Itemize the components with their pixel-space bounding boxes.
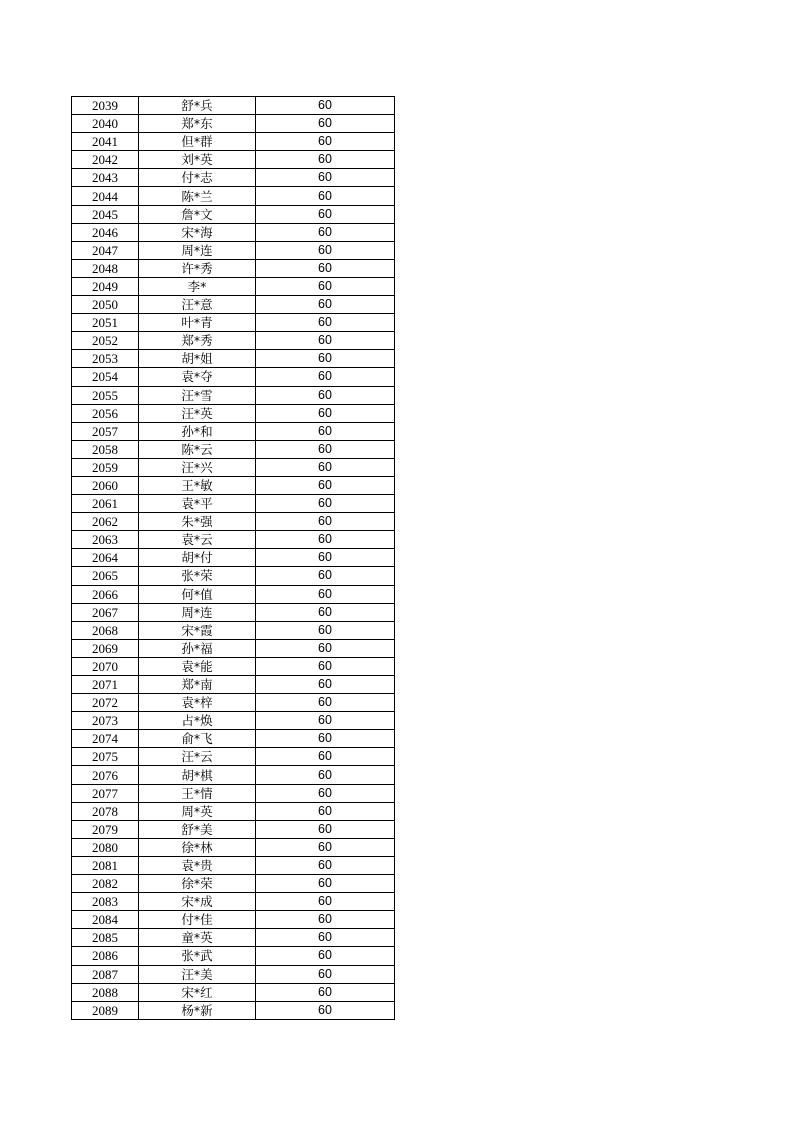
row-id-cell: 2040	[72, 115, 139, 133]
row-amount-cell: 60	[256, 639, 395, 657]
table-row	[72, 1001, 395, 1019]
row-id-cell: 2060	[72, 476, 139, 494]
row-name-cell: 朱*强	[139, 513, 256, 531]
row-id-cell: 2072	[72, 694, 139, 712]
row-id-cell: 2079	[72, 820, 139, 838]
row-name-cell: 王*情	[139, 784, 256, 802]
row-id-cell: 2051	[72, 314, 139, 332]
row-name-cell: 舒*美	[139, 820, 256, 838]
row-amount-cell: 60	[256, 621, 395, 639]
row-id-cell: 2042	[72, 151, 139, 169]
row-id-cell: 2077	[72, 784, 139, 802]
row-name-cell: 汪*云	[139, 748, 256, 766]
row-name-cell: 张*荣	[139, 567, 256, 585]
table-row	[72, 332, 395, 350]
row-name-cell: 付*志	[139, 169, 256, 187]
row-name-cell: 刘*英	[139, 151, 256, 169]
row-id-cell: 2076	[72, 766, 139, 784]
row-name-cell: 汪*英	[139, 404, 256, 422]
table-row	[72, 422, 395, 440]
row-name-cell: 徐*林	[139, 838, 256, 856]
table-row	[72, 458, 395, 476]
table-row	[72, 603, 395, 621]
row-id-cell: 2059	[72, 458, 139, 476]
row-name-cell: 叶*青	[139, 314, 256, 332]
row-id-cell: 2080	[72, 838, 139, 856]
row-name-cell: 周*英	[139, 802, 256, 820]
row-name-cell: 宋*霞	[139, 621, 256, 639]
row-amount-cell: 60	[256, 169, 395, 187]
row-amount-cell: 60	[256, 513, 395, 531]
row-name-cell: 宋*红	[139, 983, 256, 1001]
row-id-cell: 2065	[72, 567, 139, 585]
row-amount-cell: 60	[256, 965, 395, 983]
row-id-cell: 2063	[72, 531, 139, 549]
row-amount-cell: 60	[256, 983, 395, 1001]
row-name-cell: 孙*和	[139, 422, 256, 440]
row-id-cell: 2052	[72, 332, 139, 350]
table-row	[72, 513, 395, 531]
row-name-cell: 袁*夺	[139, 368, 256, 386]
row-amount-cell: 60	[256, 603, 395, 621]
row-name-cell: 汪*意	[139, 296, 256, 314]
row-id-cell: 2087	[72, 965, 139, 983]
row-name-cell: 王*敏	[139, 476, 256, 494]
row-amount-cell: 60	[256, 476, 395, 494]
row-name-cell: 周*连	[139, 241, 256, 259]
row-amount-cell: 60	[256, 422, 395, 440]
row-name-cell: 宋*海	[139, 223, 256, 241]
table-row	[72, 893, 395, 911]
row-id-cell: 2045	[72, 205, 139, 223]
row-amount-cell: 60	[256, 205, 395, 223]
row-id-cell: 2055	[72, 386, 139, 404]
row-id-cell: 2086	[72, 947, 139, 965]
row-name-cell: 杨*新	[139, 1001, 256, 1019]
row-name-cell: 孙*福	[139, 639, 256, 657]
row-id-cell: 2046	[72, 223, 139, 241]
row-name-cell: 周*连	[139, 603, 256, 621]
row-amount-cell: 60	[256, 802, 395, 820]
table-row	[72, 657, 395, 675]
row-amount-cell: 60	[256, 187, 395, 205]
table-row	[72, 838, 395, 856]
row-amount-cell: 60	[256, 404, 395, 422]
row-amount-cell: 60	[256, 223, 395, 241]
table-row	[72, 639, 395, 657]
row-name-cell: 但*群	[139, 133, 256, 151]
row-name-cell: 汪*美	[139, 965, 256, 983]
table-row	[72, 875, 395, 893]
row-name-cell: 舒*兵	[139, 97, 256, 115]
row-name-cell: 童*英	[139, 929, 256, 947]
row-id-cell: 2048	[72, 259, 139, 277]
row-amount-cell: 60	[256, 549, 395, 567]
row-name-cell: 袁*能	[139, 657, 256, 675]
row-id-cell: 2047	[72, 241, 139, 259]
row-name-cell: 付*佳	[139, 911, 256, 929]
table-row	[72, 151, 395, 169]
row-id-cell: 2067	[72, 603, 139, 621]
row-id-cell: 2088	[72, 983, 139, 1001]
row-id-cell: 2057	[72, 422, 139, 440]
row-name-cell: 何*值	[139, 585, 256, 603]
row-id-cell: 2078	[72, 802, 139, 820]
row-amount-cell: 60	[256, 1001, 395, 1019]
row-id-cell: 2041	[72, 133, 139, 151]
row-id-cell: 2085	[72, 929, 139, 947]
row-amount-cell: 60	[256, 458, 395, 476]
row-name-cell: 胡*姐	[139, 350, 256, 368]
row-id-cell: 2089	[72, 1001, 139, 1019]
row-name-cell: 陈*兰	[139, 187, 256, 205]
row-id-cell: 2066	[72, 585, 139, 603]
table-row	[72, 549, 395, 567]
table-row	[72, 947, 395, 965]
row-amount-cell: 60	[256, 875, 395, 893]
row-id-cell: 2071	[72, 676, 139, 694]
row-id-cell: 2081	[72, 856, 139, 874]
row-name-cell: 郑*秀	[139, 332, 256, 350]
row-amount-cell: 60	[256, 784, 395, 802]
table-row	[72, 169, 395, 187]
row-id-cell: 2073	[72, 712, 139, 730]
table-row	[72, 748, 395, 766]
row-id-cell: 2064	[72, 549, 139, 567]
table-row	[72, 133, 395, 151]
table-row	[72, 820, 395, 838]
table-row	[72, 983, 395, 1001]
table-row	[72, 241, 395, 259]
table-row	[72, 205, 395, 223]
row-name-cell: 胡*付	[139, 549, 256, 567]
row-id-cell: 2050	[72, 296, 139, 314]
table-row	[72, 784, 395, 802]
row-amount-cell: 60	[256, 350, 395, 368]
row-id-cell: 2075	[72, 748, 139, 766]
row-amount-cell: 60	[256, 694, 395, 712]
row-amount-cell: 60	[256, 856, 395, 874]
table-row	[72, 223, 395, 241]
row-id-cell: 2053	[72, 350, 139, 368]
row-name-cell: 袁*云	[139, 531, 256, 549]
row-name-cell: 占*焕	[139, 712, 256, 730]
row-id-cell: 2049	[72, 277, 139, 295]
row-name-cell: 汪*兴	[139, 458, 256, 476]
table-row	[72, 802, 395, 820]
table-row	[72, 766, 395, 784]
table-row	[72, 97, 395, 115]
row-id-cell: 2074	[72, 730, 139, 748]
table-row	[72, 929, 395, 947]
row-name-cell: 宋*成	[139, 893, 256, 911]
table-row	[72, 368, 395, 386]
table-row	[72, 856, 395, 874]
row-amount-cell: 60	[256, 115, 395, 133]
row-id-cell: 2043	[72, 169, 139, 187]
row-amount-cell: 60	[256, 332, 395, 350]
row-id-cell: 2083	[72, 893, 139, 911]
row-name-cell: 胡*棋	[139, 766, 256, 784]
row-id-cell: 2039	[72, 97, 139, 115]
row-id-cell: 2061	[72, 495, 139, 513]
row-name-cell: 郑*东	[139, 115, 256, 133]
table-row	[72, 386, 395, 404]
row-amount-cell: 60	[256, 440, 395, 458]
table-row	[72, 495, 395, 513]
table-row	[72, 187, 395, 205]
table-row	[72, 296, 395, 314]
row-id-cell: 2054	[72, 368, 139, 386]
row-amount-cell: 60	[256, 314, 395, 332]
row-id-cell: 2082	[72, 875, 139, 893]
table-row	[72, 730, 395, 748]
row-name-cell: 詹*文	[139, 205, 256, 223]
row-amount-cell: 60	[256, 567, 395, 585]
row-amount-cell: 60	[256, 531, 395, 549]
row-amount-cell: 60	[256, 241, 395, 259]
table-row	[72, 115, 395, 133]
row-id-cell: 2069	[72, 639, 139, 657]
row-name-cell: 袁*平	[139, 495, 256, 513]
row-name-cell: 陈*云	[139, 440, 256, 458]
table-row	[72, 567, 395, 585]
row-amount-cell: 60	[256, 893, 395, 911]
row-name-cell: 张*武	[139, 947, 256, 965]
table-row	[72, 911, 395, 929]
row-amount-cell: 60	[256, 676, 395, 694]
row-id-cell: 2070	[72, 657, 139, 675]
row-amount-cell: 60	[256, 585, 395, 603]
row-amount-cell: 60	[256, 259, 395, 277]
table-row	[72, 585, 395, 603]
row-amount-cell: 60	[256, 133, 395, 151]
row-amount-cell: 60	[256, 657, 395, 675]
table-row	[72, 277, 395, 295]
row-amount-cell: 60	[256, 766, 395, 784]
row-amount-cell: 60	[256, 929, 395, 947]
row-id-cell: 2068	[72, 621, 139, 639]
row-name-cell: 袁*贵	[139, 856, 256, 874]
table-row	[72, 314, 395, 332]
row-name-cell: 俞*飞	[139, 730, 256, 748]
row-name-cell: 郑*南	[139, 676, 256, 694]
row-amount-cell: 60	[256, 386, 395, 404]
table-row	[72, 621, 395, 639]
row-amount-cell: 60	[256, 748, 395, 766]
table-row	[72, 404, 395, 422]
row-id-cell: 2062	[72, 513, 139, 531]
row-amount-cell: 60	[256, 296, 395, 314]
row-name-cell: 徐*荣	[139, 875, 256, 893]
table-row	[72, 259, 395, 277]
table-body	[72, 97, 395, 1020]
table-row	[72, 965, 395, 983]
row-name-cell: 袁*梓	[139, 694, 256, 712]
row-amount-cell: 60	[256, 277, 395, 295]
row-amount-cell: 60	[256, 820, 395, 838]
table-row	[72, 350, 395, 368]
row-id-cell: 2058	[72, 440, 139, 458]
row-amount-cell: 60	[256, 911, 395, 929]
row-amount-cell: 60	[256, 712, 395, 730]
row-amount-cell: 60	[256, 838, 395, 856]
data-table	[71, 96, 395, 1020]
table-row	[72, 476, 395, 494]
row-id-cell: 2056	[72, 404, 139, 422]
row-amount-cell: 60	[256, 97, 395, 115]
table-row	[72, 440, 395, 458]
row-name-cell: 许*秀	[139, 259, 256, 277]
row-amount-cell: 60	[256, 368, 395, 386]
row-name-cell: 李*	[139, 277, 256, 295]
row-id-cell: 2084	[72, 911, 139, 929]
row-amount-cell: 60	[256, 947, 395, 965]
row-name-cell: 汪*雪	[139, 386, 256, 404]
row-amount-cell: 60	[256, 151, 395, 169]
row-amount-cell: 60	[256, 495, 395, 513]
row-id-cell: 2044	[72, 187, 139, 205]
row-amount-cell: 60	[256, 730, 395, 748]
table-row	[72, 531, 395, 549]
table-row	[72, 676, 395, 694]
table-row	[72, 712, 395, 730]
table-row	[72, 694, 395, 712]
